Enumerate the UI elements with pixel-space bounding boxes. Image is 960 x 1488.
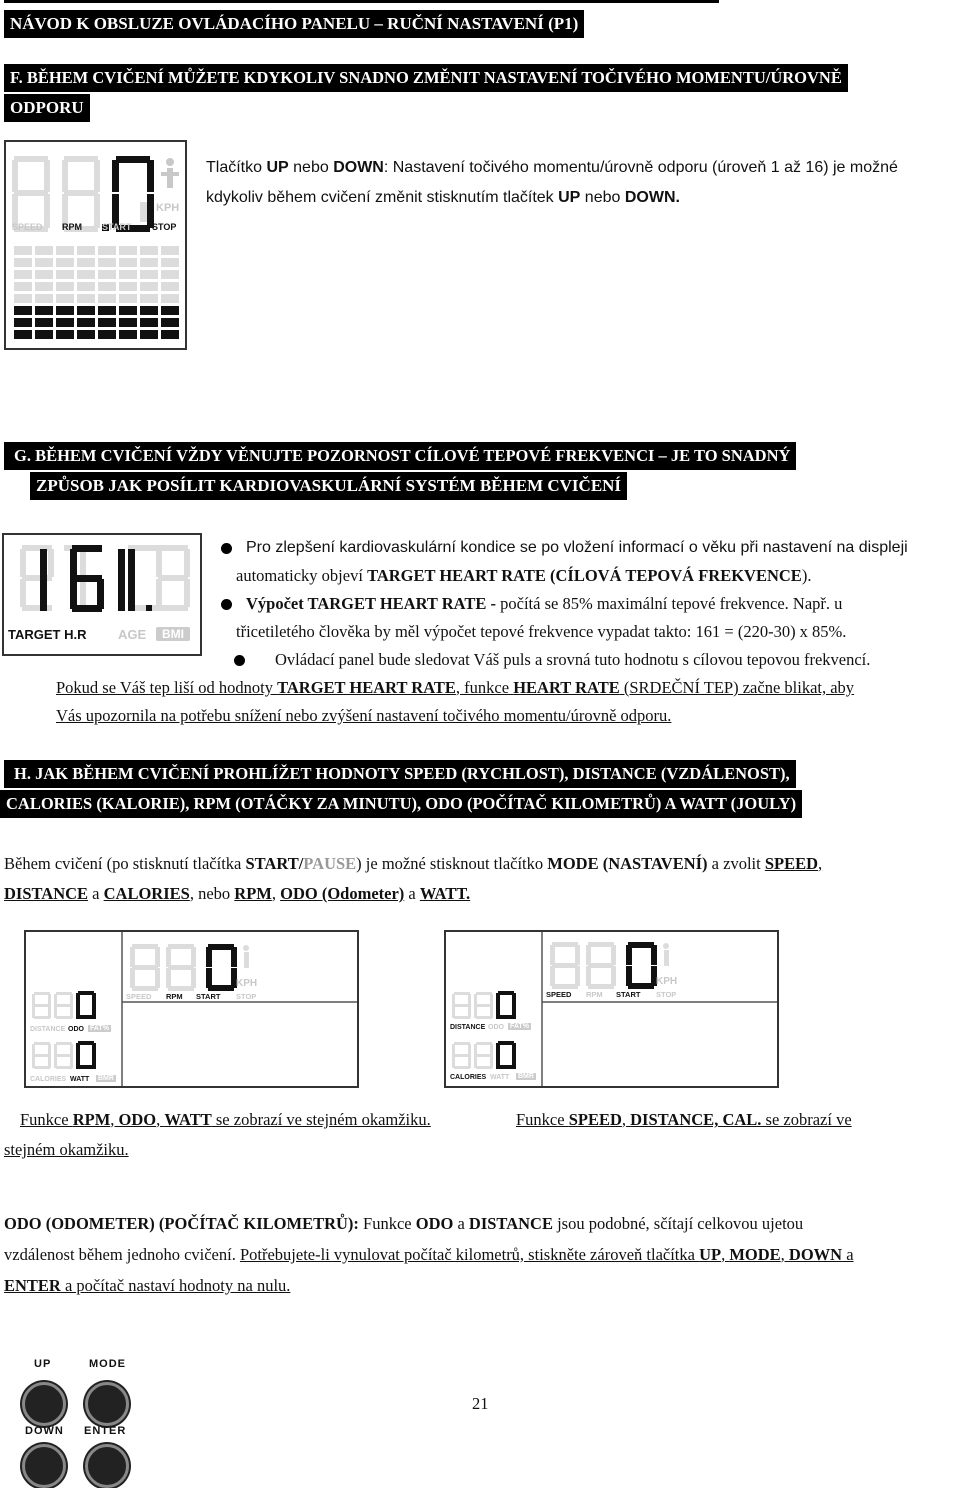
lcd-matrix-cell (161, 246, 179, 255)
lcd-display-target-hr-graphic (4, 535, 200, 619)
section-h-paragraph-line2: DISTANCE a CALORIES, nebo RPM, ODO (Odometer) a WATT. (4, 884, 471, 903)
lcd-matrix-cell (77, 258, 95, 267)
lcd-matrix-cell (14, 294, 32, 303)
bullet-2 (221, 599, 232, 610)
lcd1-unit: KPH (156, 202, 180, 214)
lcd4-label-fat: FAT% (510, 1023, 529, 1030)
section-g-bullet1-line2: automaticky objeví TARGET HEART RATE (CÍLOVÁ TEPOVÁ FREKVENCE). (236, 566, 812, 585)
lcd-matrix-cell (140, 330, 158, 339)
down-button[interactable] (22, 1444, 66, 1488)
lcd-matrix-cell (14, 258, 32, 267)
lcd3-label-bmr: BMR (98, 1075, 114, 1082)
lcd-matrix-cell (56, 306, 74, 315)
section-g-title-line1: G. BĚHEM CVIČENÍ VŽDY VĚNUJTE POZORNOST CÍLOVÉ TEPOVÉ FREKVENCI – JE TO SNADNÝ (4, 442, 796, 470)
page-number: 21 (472, 1394, 489, 1413)
lcd-matrix-cell (98, 258, 116, 267)
lcd3-label-fat: FAT% (90, 1025, 109, 1032)
lcd-matrix-cell (119, 318, 137, 327)
lcd-matrix-cell (56, 294, 74, 303)
lcd3-unit: KPH (236, 978, 258, 989)
lcd-display-speed (4, 140, 187, 350)
lcd-matrix-cell (77, 270, 95, 279)
section-f-paragraph-line1: Tlačítko UP nebo DOWN: Nastavení točivého momentu/úrovně odporu (úroveň 1 až 16) je možné (206, 159, 898, 176)
caption-right: Funkce SPEED, DISTANCE, CAL. se zobrazí ve (516, 1110, 852, 1129)
lcd-matrix-cell (35, 282, 53, 291)
lcd4-label-distance: DISTANCE (450, 1024, 486, 1031)
lcd-matrix-cell (140, 306, 158, 315)
lcd3-label-speed: SPEED (126, 992, 152, 1001)
lcd-matrix-cell (77, 306, 95, 315)
lcd-matrix-cell (77, 282, 95, 291)
lcd-matrix-cell (119, 246, 137, 255)
lcd-matrix-cell (140, 282, 158, 291)
lcd1-label-start: START (102, 222, 132, 232)
lcd-matrix-cell (35, 294, 53, 303)
section-f-title-line1: F. BĚHEM CVIČENÍ MŮŽETE KDYKOLIV SNADNO ZMĚNIT NASTAVENÍ TOČIVÉHO MOMENTU/ÚROVNĚ (4, 64, 848, 92)
lcd1-label-stop: STOP (152, 222, 177, 232)
lcd1-label-speed: SPEED (12, 222, 43, 232)
lcd-matrix-cell (14, 306, 32, 315)
lcd-matrix-cell (35, 246, 53, 255)
lcd-matrix-cell (14, 330, 32, 339)
lcd-display-rpm-odo-watt (24, 930, 359, 1088)
lcd-matrix-cell (77, 294, 95, 303)
lcd-display-speed-distance-cal (444, 930, 779, 1088)
lcd3-label-odo: ODO (68, 1026, 84, 1033)
p1-title: NÁVOD K OBSLUZE OVLÁDACÍHO PANELU – RUČNÍ NASTAVENÍ (P1) (4, 10, 584, 38)
lcd4-label-bmr: BMR (518, 1073, 534, 1080)
lcd-matrix-cell (35, 318, 53, 327)
section-h-paragraph-line1: Během cvičení (po stisknutí tlačítka START/PAUSE) je možné stisknout tlačítko MODE (NASTAVENÍ) a zvolit SPEED, (4, 854, 823, 873)
lcd-matrix-cell (98, 294, 116, 303)
button-label-down: DOWN (25, 1425, 64, 1437)
section-f-paragraph-line2: kdykoliv během cvičení změnit stisknutím tlačítek UP nebo DOWN. (206, 189, 680, 206)
lcd3-label-distance: DISTANCE (30, 1026, 66, 1033)
lcd-matrix-cell (56, 318, 74, 327)
lcd4-label-odo: ODO (488, 1024, 504, 1031)
lcd-matrix-cell (77, 330, 95, 339)
lcd-matrix-cell (14, 318, 32, 327)
lcd-matrix-cell (56, 258, 74, 267)
lcd-matrix-cell (98, 318, 116, 327)
lcd-matrix-cell (140, 246, 158, 255)
lcd-matrix-cell (119, 282, 137, 291)
lcd3-label-calories: CALORIES (30, 1076, 67, 1083)
button-label-up: UP (34, 1358, 52, 1370)
lcd4-label-start: START (616, 990, 641, 999)
lcd4-graphic (446, 932, 777, 1086)
top-rule (4, 0, 719, 3)
section-f-title-line2: ODPORU (4, 94, 90, 122)
lcd-matrix-cell (98, 330, 116, 339)
lcd-matrix-cell (140, 294, 158, 303)
lcd-matrix-cell (56, 282, 74, 291)
lcd4-label-calories: CALORIES (450, 1074, 487, 1081)
section-g-title-line2: ZPŮSOB JAK POSÍLIT KARDIOVASKULÁRNÍ SYSTÉM BĚHEM CVIČENÍ (30, 472, 627, 500)
lcd-matrix-cell (161, 294, 179, 303)
lcd1-label-rpm: RPM (62, 222, 82, 232)
caption-left-line1: Funkce RPM, ODO, WATT se zobrazí ve stejném okamžiku. (20, 1110, 431, 1129)
lcd-matrix-cell (35, 330, 53, 339)
lcd-matrix-cell (161, 306, 179, 315)
lcd4-label-rpm: RPM (586, 990, 603, 999)
lcd-matrix-cell (14, 270, 32, 279)
odo-paragraph-line1: ODO (ODOMETER) (POČÍTAČ KILOMETRŮ): Funkce ODO a DISTANCE jsou podobné, sčítají celkovou ujetou (4, 1214, 804, 1233)
button-label-enter: ENTER (84, 1425, 127, 1437)
lcd1-bar-matrix (14, 246, 184, 342)
lcd4-label-stop: STOP (656, 990, 677, 999)
section-g-bullet3: Ovládací panel bude sledovat Váš puls a srovná tuto hodnotu s cílovou tepovou frekvencí. (275, 650, 871, 669)
lcd-matrix-cell (140, 318, 158, 327)
lcd-matrix-cell (98, 282, 116, 291)
mode-button[interactable] (85, 1382, 129, 1426)
lcd-matrix-cell (98, 270, 116, 279)
lcd3-label-start: START (196, 992, 221, 1001)
lcd-matrix-cell (119, 330, 137, 339)
lcd-matrix-cell (35, 270, 53, 279)
lcd-matrix-cell (14, 282, 32, 291)
section-h-title-line1: H. JAK BĚHEM CVIČENÍ PROHLÍŽET HODNOTY SPEED (RYCHLOST), DISTANCE (VZDÁLENOST), (4, 760, 796, 788)
section-g-bullet1-line1: Pro zlepšení kardiovaskulární kondice se po vložení informací o věku při nastavení na displeji (246, 539, 908, 556)
lcd4-label-speed: SPEED (546, 990, 572, 999)
lcd-matrix-cell (161, 318, 179, 327)
caption-left-line2: stejném okamžiku. (4, 1140, 129, 1159)
lcd-matrix-cell (140, 270, 158, 279)
lcd-matrix-cell (119, 294, 137, 303)
section-g-warning-line2: Vás upozornila na potřebu snížení nebo zvýšení nastavení točivého momentu/úrovně odporu. (56, 706, 672, 725)
lcd-matrix-cell (56, 246, 74, 255)
lcd-matrix-cell (56, 270, 74, 279)
section-g-bullet2-line2: třicetiletého člověka by měl výpočet tepové frekvence vypadat takto: 161 = (220-30) x 85%. (236, 622, 847, 641)
lcd-matrix-cell (98, 246, 116, 255)
lcd-matrix-cell (98, 306, 116, 315)
lcd-matrix-cell (119, 270, 137, 279)
section-h-title-line2: CALORIES (KALORIE), RPM (OTÁČKY ZA MINUTU), ODO (POČÍTAČ KILOMETRŮ) A WATT (JOULY) (0, 790, 802, 818)
lcd2-label-target-hr: TARGET H.R (8, 627, 87, 642)
button-label-mode: MODE (89, 1358, 126, 1370)
lcd-matrix-cell (77, 318, 95, 327)
lcd-matrix-cell (14, 246, 32, 255)
lcd-matrix-cell (119, 258, 137, 267)
lcd-display-target-hr (2, 533, 202, 656)
lcd-matrix-cell (77, 246, 95, 255)
lcd-matrix-cell (56, 330, 74, 339)
enter-button[interactable] (85, 1444, 129, 1488)
lcd3-graphic (26, 932, 357, 1086)
lcd-matrix-cell (161, 282, 179, 291)
lcd-matrix-cell (35, 306, 53, 315)
odo-paragraph-line2: vzdálenost během jednoho cvičení. Potřebujete-li vynulovat počítač kilometrů, stiskněte zároveň tlačítka UP, MODE, DOWN a (4, 1245, 854, 1264)
section-g-warning-line1: Pokud se Váš tep liší od hodnoty TARGET HEART RATE, funkce HEART RATE (SRDEČNÍ TEP) začne blikat, aby (56, 678, 855, 697)
lcd-matrix-cell (161, 330, 179, 339)
lcd-matrix-cell (161, 270, 179, 279)
odo-paragraph-line3: ENTER a počítač nastaví hodnoty na nulu. (4, 1276, 291, 1295)
lcd3-label-rpm: RPM (166, 992, 183, 1001)
lcd-matrix-cell (161, 258, 179, 267)
lcd3-label-watt: WATT (70, 1076, 90, 1083)
lcd2-label-bmi: BMI (156, 627, 190, 641)
lcd-matrix-cell (140, 258, 158, 267)
lcd3-label-stop: STOP (236, 992, 257, 1001)
lcd-matrix-cell (119, 306, 137, 315)
bullet-1 (221, 543, 232, 554)
lcd2-label-age: AGE (118, 627, 147, 642)
bullet-3 (234, 655, 245, 666)
lcd4-unit: KPH (656, 976, 678, 987)
up-button[interactable] (22, 1382, 66, 1426)
lcd-matrix-cell (35, 258, 53, 267)
lcd4-label-watt: WATT (490, 1074, 510, 1081)
section-g-bullet2-line1: Výpočet TARGET HEART RATE - počítá se 85% maximální tepové frekvence. Např. u (246, 594, 843, 613)
